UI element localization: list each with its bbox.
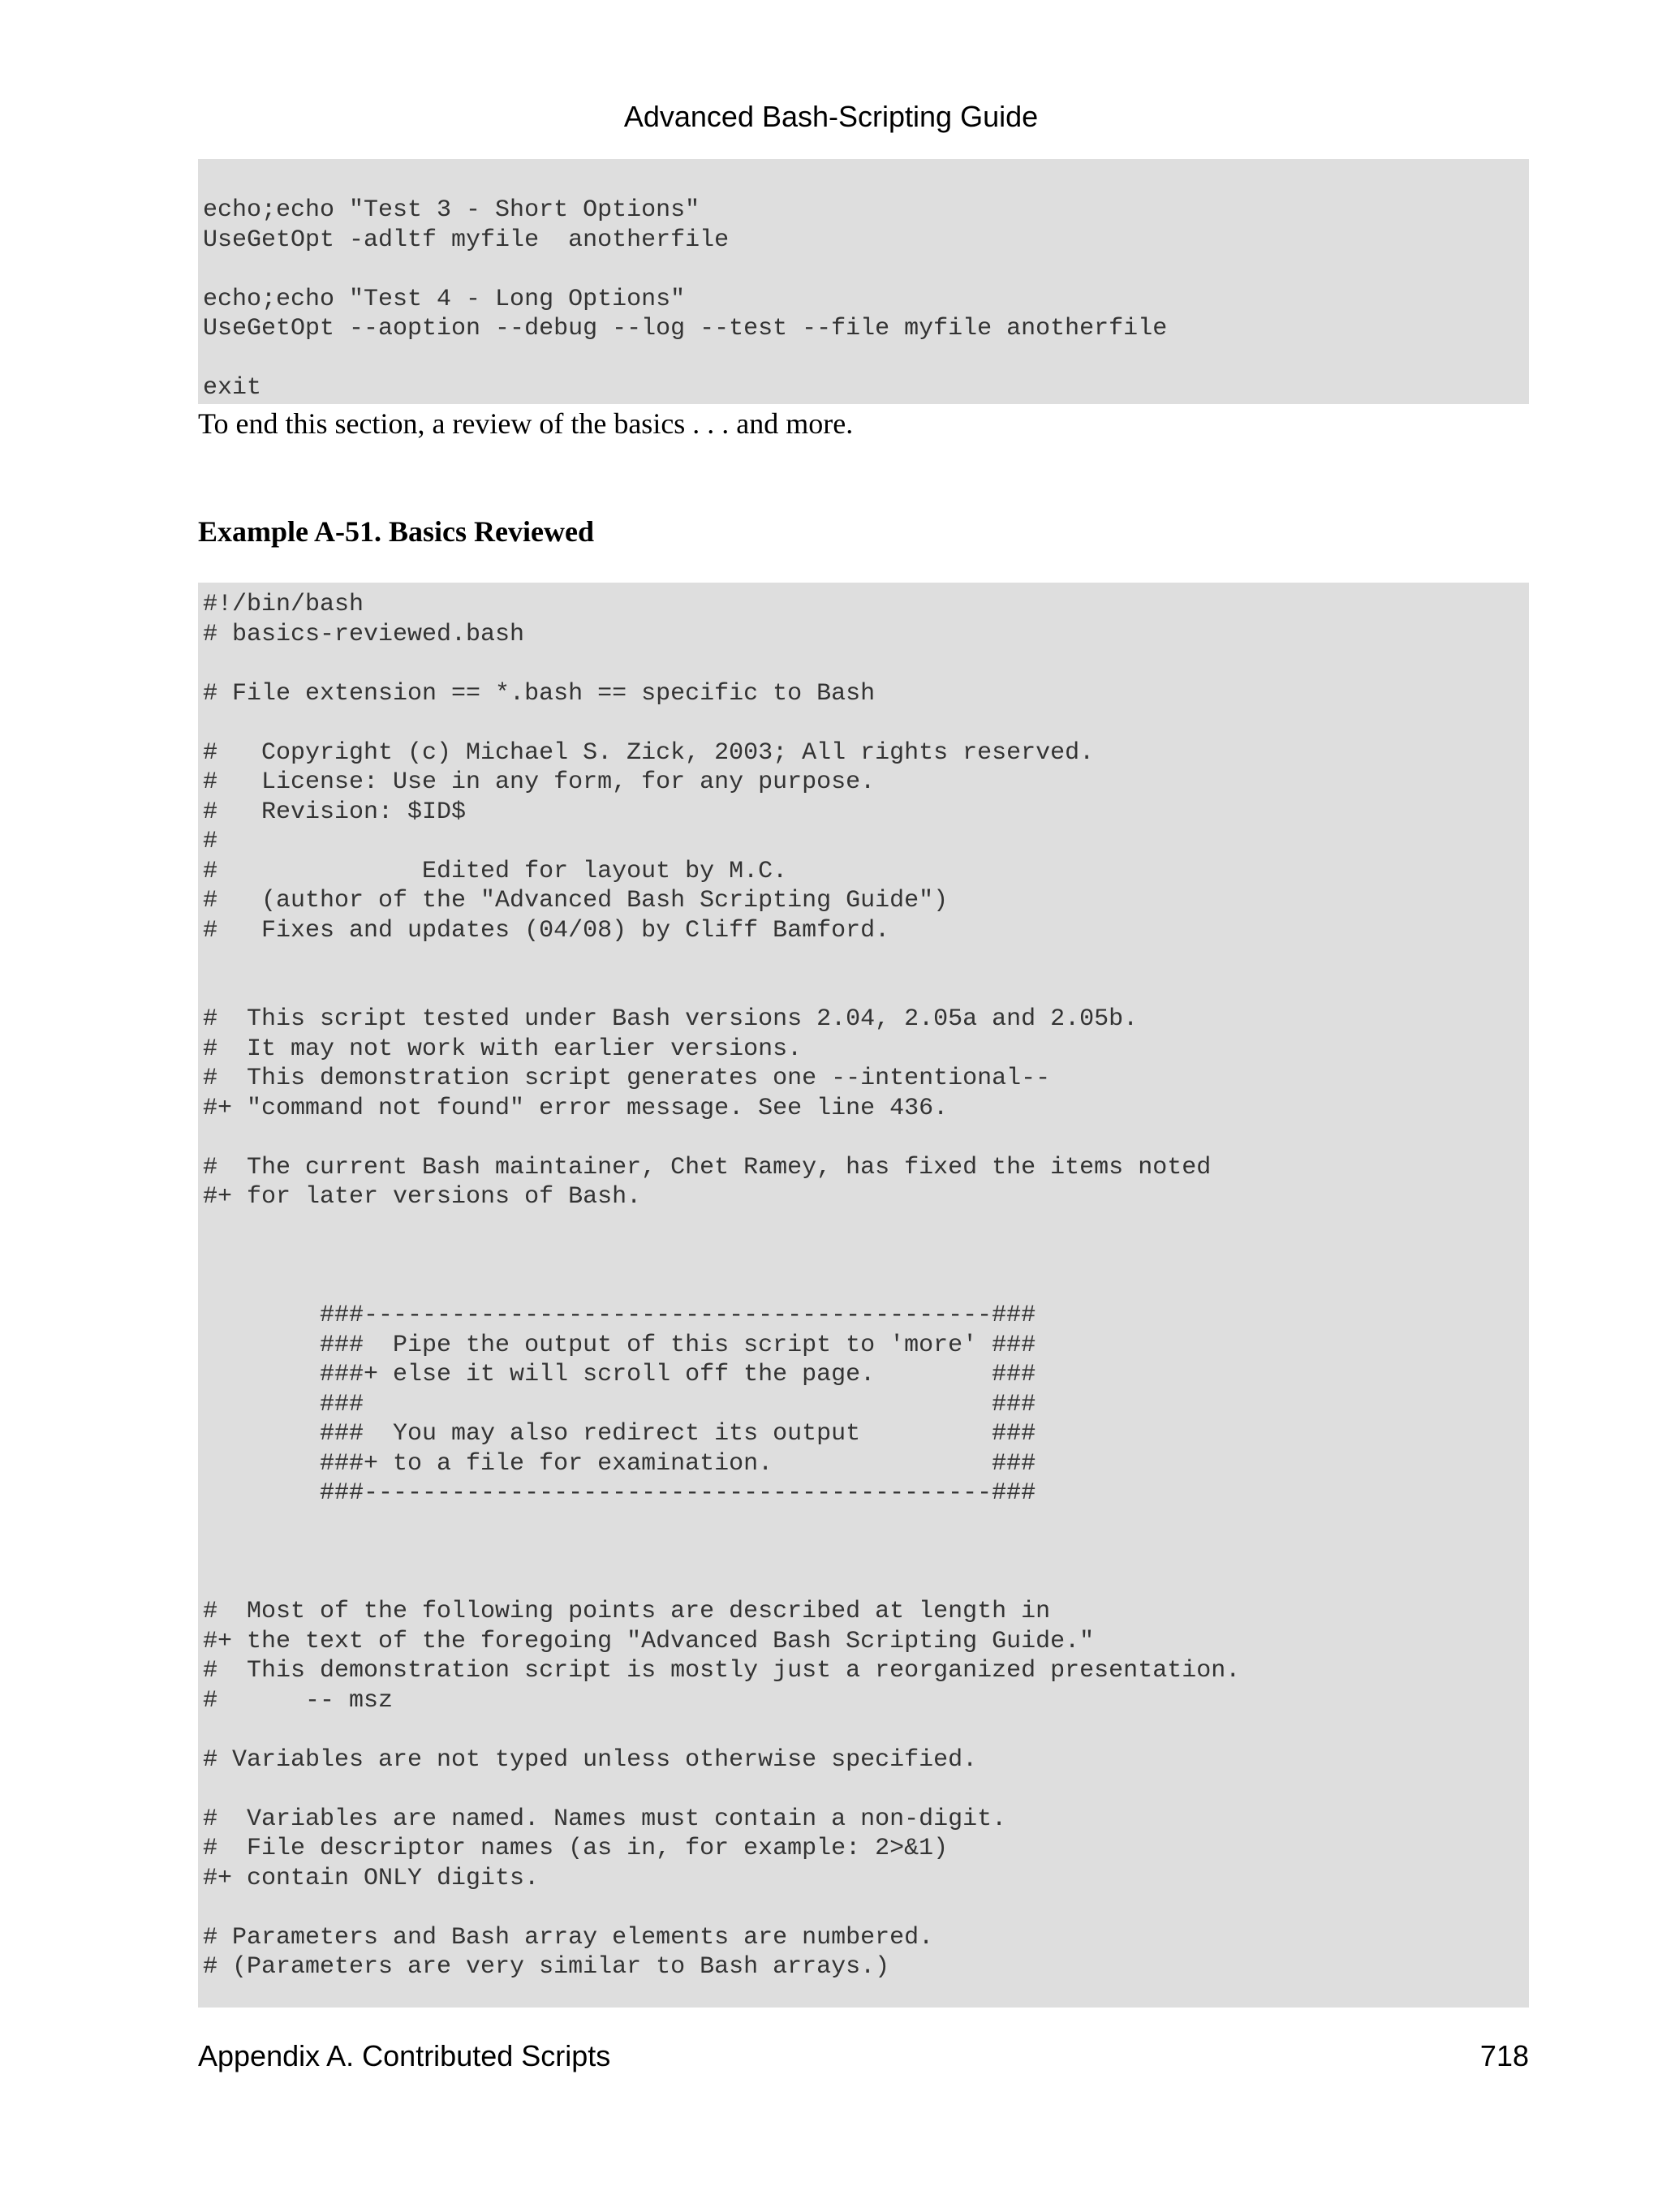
code-line: # Variables are not typed unless otherwise specified.	[203, 1745, 978, 1774]
code-line: # Most of the following points are described at length in	[203, 1598, 1051, 1625]
code-line: # Parameters and Bash array elements are numbered.	[203, 1923, 934, 1952]
section-closing-paragraph: To end this section, a review of the basics . . . and more.	[198, 407, 854, 440]
code-line: # Fixes and updates (04/08) by Cliff Bamford.	[203, 916, 890, 945]
code-line: # This demonstration script is mostly just a reorganized presentation.	[203, 1657, 1241, 1685]
code-line: ###+ else it will scroll off the page. ###	[203, 1361, 1036, 1388]
code-line: echo;echo "Test 3 - Short Options"	[203, 196, 700, 224]
code-line: ###-------------------------------------------###	[203, 1479, 1036, 1507]
code-line: ### You may also redirect its output ###	[203, 1420, 1036, 1448]
code-listing-basics-reviewed	[198, 583, 1529, 2008]
code-line: exit	[203, 374, 262, 402]
code-line: # License: Use in any form, for any purpose.	[203, 768, 876, 796]
code-line: UseGetOpt --aoption --debug --log --test --file myfile anotherfile	[203, 315, 1168, 342]
code-line: # The current Bash maintainer, Chet Ramey, has fixed the items noted	[203, 1153, 1212, 1181]
code-line: #+ "command not found" error message. See line 436.	[203, 1094, 949, 1122]
example-title: Example A-51. Basics Reviewed	[198, 515, 594, 548]
code-line: echo;echo "Test 4 - Long Options"	[203, 285, 686, 313]
code-line: #+ the text of the foregoing "Advanced Bash Scripting Guide."	[203, 1627, 1095, 1655]
code-line: # This demonstration script generates one --intentional--	[203, 1065, 1051, 1092]
code-line: # (author of the "Advanced Bash Scripting Guide")	[203, 887, 949, 914]
code-line: # Copyright (c) Michael S. Zick, 2003; All rights reserved.	[203, 738, 1095, 767]
code-line: # basics-reviewed.bash	[203, 620, 525, 648]
code-line: # This script tested under Bash versions 2.04, 2.05a and 2.05b.	[203, 1005, 1139, 1033]
code-line: # Revision: $ID$	[203, 798, 467, 826]
code-line: UseGetOpt -adltf myfile anotherfile	[203, 226, 730, 254]
code-line: #+ for later versions of Bash.	[203, 1183, 642, 1211]
code-line: #	[203, 828, 218, 855]
code-line: # Variables are named. Names must contain a non-digit.	[203, 1805, 1007, 1833]
code-line: ### ###	[203, 1390, 1036, 1418]
code-line: ###-------------------------------------------###	[203, 1302, 1036, 1329]
code-line: ###+ to a file for examination. ###	[203, 1449, 1036, 1478]
code-line: # It may not work with earlier versions.	[203, 1035, 803, 1063]
footer-section-title: Appendix A. Contributed Scripts	[198, 2039, 611, 2072]
page-header-title: Advanced Bash-Scripting Guide	[623, 100, 1039, 133]
code-line: # File extension == *.bash == specific to Bash	[203, 679, 876, 708]
code-line: #+ contain ONLY digits.	[203, 1864, 540, 1892]
code-line: #!/bin/bash	[203, 591, 364, 618]
code-line: # Edited for layout by M.C.	[203, 857, 788, 885]
code-line: # -- msz	[203, 1686, 394, 1715]
code-line: # File descriptor names (as in, for example: 2>&1)	[203, 1835, 949, 1862]
code-listing-usegetopt-tests	[198, 159, 1529, 404]
page-number: 718	[1479, 2039, 1529, 2072]
code-line: # (Parameters are very similar to Bash arrays.)	[203, 1953, 890, 1981]
code-line: ### Pipe the output of this script to 'more' ###	[203, 1331, 1036, 1359]
